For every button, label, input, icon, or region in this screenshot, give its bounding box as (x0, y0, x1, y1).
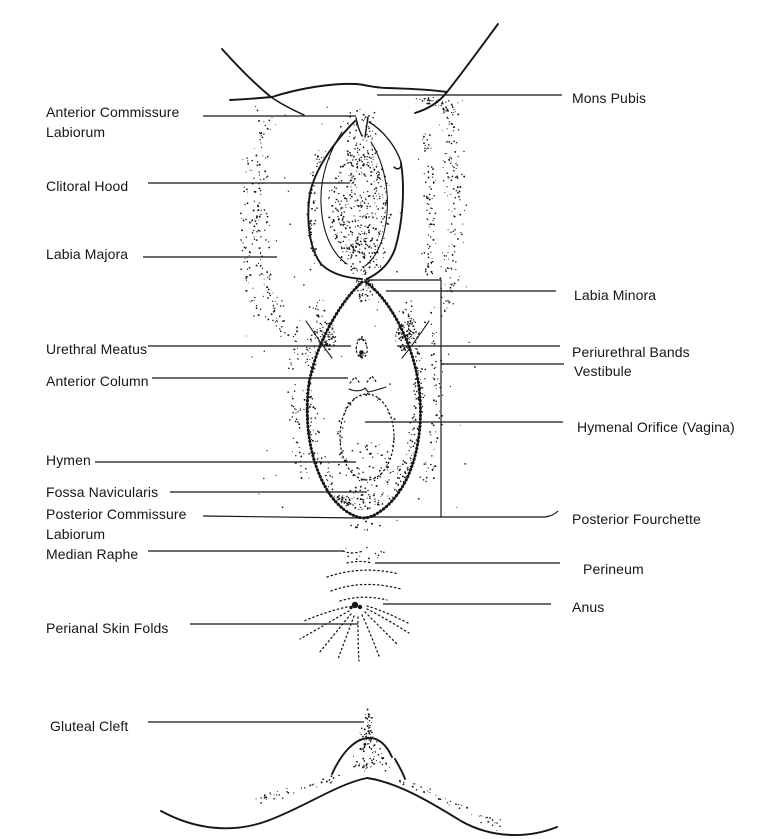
outline-cleft-left (356, 118, 362, 136)
outline-anterior-column (349, 387, 386, 392)
figure-outlines (161, 24, 557, 835)
label-posterior-fourchette: Posterior Fourchette (572, 511, 701, 527)
label-posterior-commissure-labiorum: Posterior Commissure Labiorum (46, 506, 187, 543)
perianal-ray-3 (338, 616, 354, 659)
label-mons-pubis: Mons Pubis (572, 90, 647, 106)
perineum-arc-3 (331, 584, 401, 591)
anus-center-2 (358, 605, 362, 609)
label-perineum: Perineum (583, 561, 644, 577)
outline-left-groin-crease (222, 49, 271, 97)
perianal-ray-4 (358, 617, 359, 661)
label-gluteal-cleft: Gluteal Cleft (50, 718, 129, 734)
label-labia-minora: Labia Minora (574, 287, 657, 303)
label-fossa-navicularis: Fossa Navicularis (46, 484, 159, 500)
anterior-column-caret-left (350, 377, 359, 383)
urethral-meatus-ring (356, 339, 367, 358)
outline-hood-inner-left (321, 132, 347, 264)
perineum-arc-4 (340, 597, 387, 601)
outline-mons-curve (230, 84, 447, 100)
anus-center-1 (352, 602, 358, 608)
stipple-dots (240, 97, 501, 831)
outline-gluteal-flick (395, 759, 405, 779)
perianal-ray-9 (367, 606, 410, 624)
label-clitoral-hood: Clitoral Hood (46, 178, 129, 194)
label-urethral-meatus: Urethral Meatus (46, 341, 148, 357)
anterior-column-caret-right (367, 376, 377, 383)
vestibule-bracket (364, 280, 441, 517)
leader-posterior-commissure (203, 516, 360, 518)
label-periurethral-bands: Periurethral Bands (572, 344, 690, 360)
perianal-ray-5 (362, 615, 379, 656)
perineum-arc-1 (347, 562, 372, 564)
anus-center-3 (349, 606, 352, 609)
label-hymen: Hymen (46, 452, 91, 468)
outline-hood-hook (369, 122, 401, 169)
perianal-ray-8 (304, 607, 347, 621)
label-labia-majora: Labia Majora (46, 246, 129, 262)
label-median-raphe: Median Raphe (46, 546, 139, 562)
median-raphe-mark (343, 551, 363, 553)
outline-left-groin-tail (271, 97, 304, 115)
label-hymenal-orifice-vagina: Hymenal Orifice (Vagina) (577, 419, 735, 435)
label-vestibule: Vestibule (574, 363, 632, 379)
label-anterior-column: Anterior Column (46, 373, 149, 389)
label-perianal-skin-folds: Perianal Skin Folds (46, 620, 169, 636)
label-anus: Anus (572, 599, 605, 615)
outline-buttock-curve (161, 778, 557, 835)
outline-gluteal-arch (332, 738, 392, 774)
label-anterior-commissure-labiorum: Anterior Commissure Labiorum (46, 104, 180, 141)
leader-posterior-fourchette (365, 511, 558, 517)
perineum-arc-2 (327, 570, 399, 577)
perianal-ray-2 (319, 614, 351, 653)
hymenal-ring (340, 394, 394, 480)
